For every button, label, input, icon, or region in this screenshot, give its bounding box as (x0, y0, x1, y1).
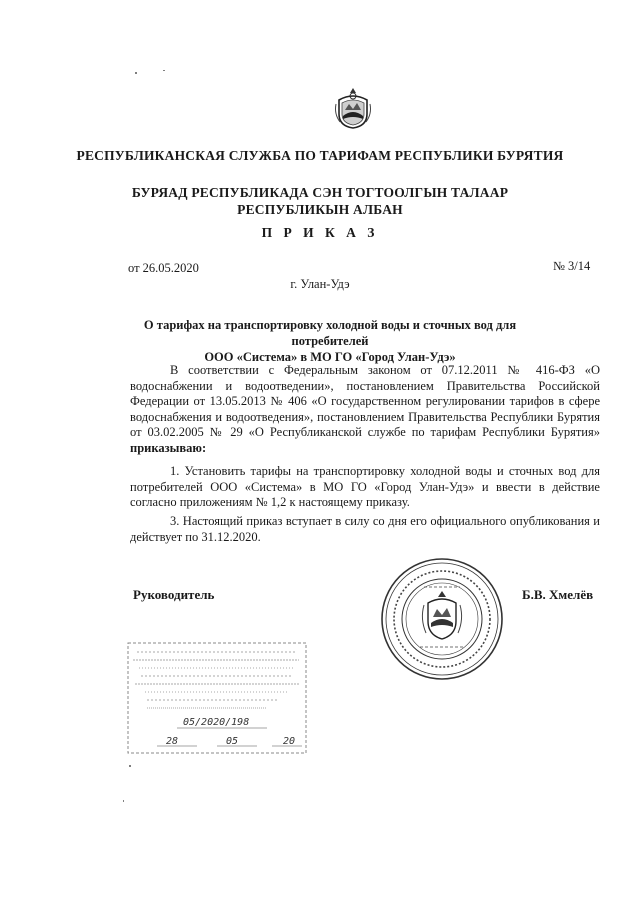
order-subject-line1: О тарифах на транспортировку холодной воды и сточных вод для потребителей (143, 318, 517, 348)
registration-stamp-icon (127, 642, 307, 754)
official-seal-icon (380, 557, 504, 681)
scan-speck (123, 800, 124, 802)
signatory-name: Б.В. Хмелёв (522, 587, 594, 602)
stamp-year: 20 (283, 736, 296, 747)
document-type-title: П Р И К А З (261, 225, 379, 240)
order-subject-line2: ООО «Система» в МО ГО «Город Улан-Удэ» (204, 350, 456, 364)
preamble-paragraph (130, 363, 600, 456)
stamp-day: 28 (166, 736, 179, 747)
order-number: № 3/14 (553, 259, 591, 273)
scan-speck (135, 72, 137, 74)
preamble-text: В соответствии с Федеральным законом от 07.12.2011 № 416-ФЗ «О водоснабжении и водоотведении», постановлением Правительства Российской Федерации от 13.05.2013 № 406 «О государственном регулировании тарифов в сфере водоснабжения и водоотведения», постановлением Правительства Республики Бурятия от 03.02.2005 № 29 «О Республиканской службе по тарифам Республики Бурятия» (130, 363, 600, 439)
order-date: от 26.05.2020 (128, 261, 199, 275)
agency-name-russian: РЕСПУБЛИКАНСКАЯ СЛУЖБА ПО ТАРИФАМ РЕСПУБЛИКИ БУРЯТИЯ (76, 148, 564, 163)
coat-of-arms-emblem-icon (333, 86, 373, 130)
order-item-3: 3. Настоящий приказ вступает в силу со дня его официального опубликования и действует по 31.12.2020. (130, 514, 600, 544)
agency-name-buryat-line1: БУРЯАД РЕСПУБЛИКАДА СЭН ТОГТООЛГЫН ТАЛААР (131, 185, 509, 200)
stamp-registration-number: 05/2020/198 (183, 717, 250, 728)
order-item-1: 1. Установить тарифы на транспортировку холодной воды и сточных вод для потребителей ООО «Система» в МО ГО «Город Улан-Удэ» и ввести в действие согласно приложениям № 1,2 к настоящему приказу. (130, 464, 600, 509)
preamble-command: приказываю: (130, 440, 207, 455)
agency-name-buryat (0, 184, 640, 218)
agency-name-buryat-line2: РЕСПУБЛИКЫН АЛБАН (237, 202, 403, 217)
order-subject (120, 317, 540, 365)
scan-speck (163, 70, 165, 71)
scan-speck (129, 765, 131, 767)
stamp-month: 05 (226, 736, 239, 747)
signatory-title: Руководитель (133, 587, 215, 602)
order-city: г. Улан-Удэ (290, 277, 350, 291)
